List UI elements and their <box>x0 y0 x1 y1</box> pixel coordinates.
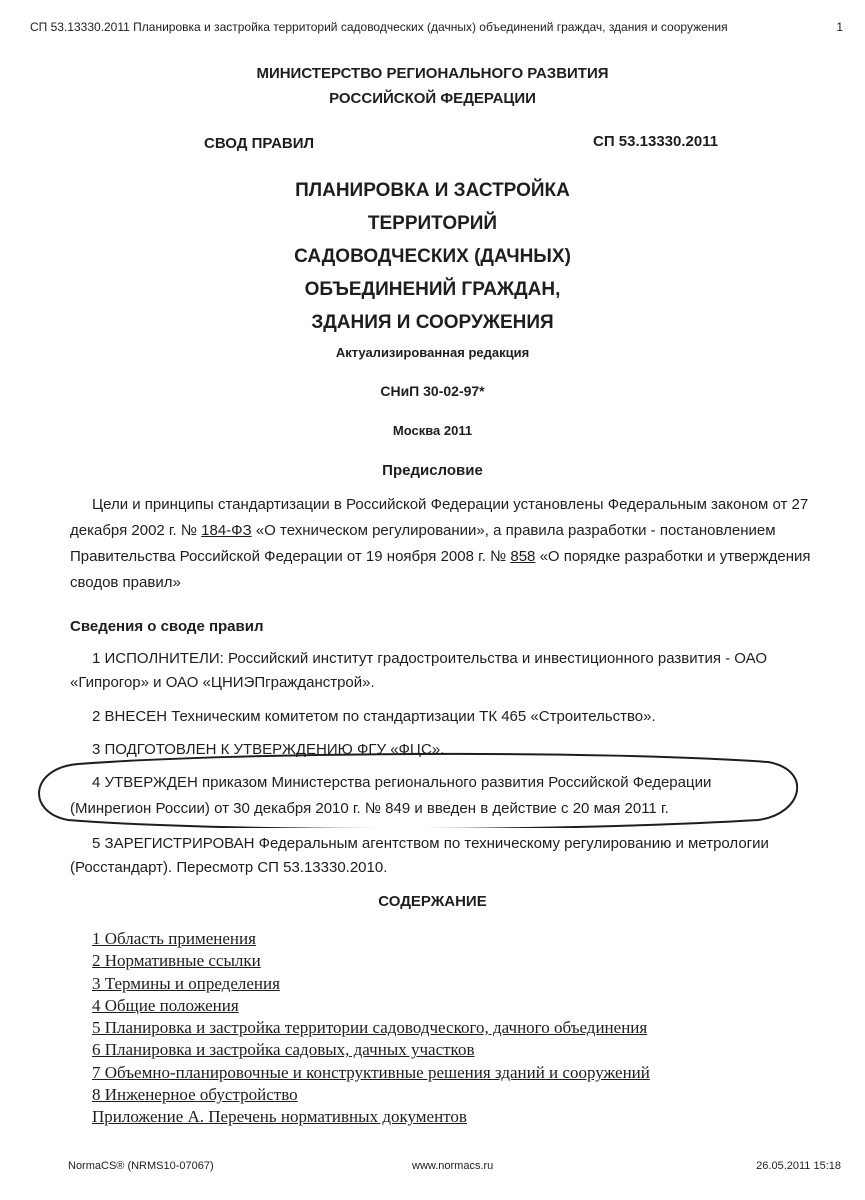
info-item-5-line-2: (Росстандарт). Пересмотр СП 53.13330.2010. <box>70 859 388 876</box>
info-item-4-line-2: (Минрегион России) от 30 декабря 2010 г. № 849 и введен в действие с 20 мая 2011 г. <box>70 800 669 817</box>
code-label: СВОД ПРАВИЛ <box>204 135 315 152</box>
info-item-5-line-1: 5 ЗАРЕГИСТРИРОВАН Федеральным агентством по техническому регулированию и метрологии <box>92 835 769 852</box>
preface-text-c: «О порядке разработки и утверждения сводов правил» <box>70 548 811 591</box>
toc-item[interactable]: 8 Инженерное обустройство <box>92 1085 298 1105</box>
city-year: Москва 2011 <box>392 423 473 438</box>
snip-code: СНиП 30-02-97* <box>380 383 485 399</box>
info-item-3: 3 ПОДГОТОВЛЕН К УТВЕРЖДЕНИЮ ФГУ «ФЦС». <box>92 741 445 758</box>
info-item-1-line-2: «Гипрогор» и ОАО «ЦНИЭПгражданстрой». <box>70 674 375 691</box>
toc-item[interactable]: 6 Планировка и застройка садовых, дачных участков <box>92 1040 475 1060</box>
preface-text-b: «О техническом регулировании», а правила разработки - постановлением Правительства Российской Федерации от 19 ноября 2008 г. № <box>70 522 776 565</box>
running-header: СП 53.13330.2011 Планировка и застройка территорий садоводческих (дачных) объединений граждач, здания и сооружения <box>30 20 728 34</box>
info-item-2: 2 ВНЕСЕН Техническим комитетом по стандартизации ТК 465 «Строительство». <box>92 708 656 725</box>
code-number: СП 53.13330.2011 <box>593 133 719 150</box>
ministry-line-2: РОССИЙСКОЙ ФЕДЕРАЦИИ <box>329 90 536 107</box>
contents-heading: СОДЕРЖАНИЕ <box>378 893 487 910</box>
title-line: САДОВОДЧЕСКИХ (ДАЧНЫХ) <box>294 246 571 267</box>
document-title <box>0 174 865 339</box>
info-item-1-line-1: 1 ИСПОЛНИТЕЛИ: Российский институт градостроительства и инвестиционного развития - ОАО <box>92 650 767 667</box>
title-line: ОБЪЕДИНЕНИЙ ГРАЖДАН, <box>304 279 561 300</box>
footer-center: www.normacs.ru <box>412 1160 494 1172</box>
info-item-4-line-1: 4 УТВЕРЖДЕН приказом Министерства регионального развития Российской Федерации <box>92 774 712 791</box>
edition-label: Актуализированная редакция <box>335 345 530 360</box>
toc-item[interactable]: 4 Общие положения <box>92 995 239 1015</box>
preface-paragraph <box>70 492 850 596</box>
table-of-contents <box>92 928 650 1129</box>
ministry-line-1: МИНИСТЕРСТВО РЕГИОНАЛЬНОГО РАЗВИТИЯ <box>256 65 609 82</box>
toc-item[interactable]: 7 Объемно-планировочные и конструктивные решения зданий и сооружений <box>92 1062 650 1082</box>
toc-item[interactable]: Приложение А. Перечень нормативных документов <box>92 1107 467 1127</box>
title-line: ТЕРРИТОРИЙ <box>367 213 498 234</box>
law-number-link: 184-ФЗ <box>201 522 252 539</box>
preface-text-a: Цели и принципы стандартизации в Российской Федерации установлены Федеральным законом от 27 декабря 2002 г. № <box>70 496 809 539</box>
toc-item[interactable]: 5 Планировка и застройка территории садоводческого, дачного объединения <box>92 1018 648 1038</box>
title-line: ЗДАНИЯ И СООРУЖЕНИЯ <box>311 312 554 333</box>
title-line: ПЛАНИРОВКА И ЗАСТРОЙКА <box>295 180 570 201</box>
info-heading: Сведения о своде правил <box>70 618 264 635</box>
footer-right: 26.05.2011 15:18 <box>756 1160 841 1172</box>
toc-item[interactable]: 3 Термины и определения <box>92 973 280 993</box>
decree-number-link: 858 <box>510 548 536 565</box>
toc-item[interactable]: 1 Область применения <box>92 929 256 948</box>
page-number: 1 <box>836 20 843 34</box>
toc-item[interactable]: 2 Нормативные ссылки <box>92 951 261 971</box>
footer-left: NormaCS® (NRMS10-07067) <box>68 1160 214 1172</box>
preface-heading: Предисловие <box>382 462 483 479</box>
